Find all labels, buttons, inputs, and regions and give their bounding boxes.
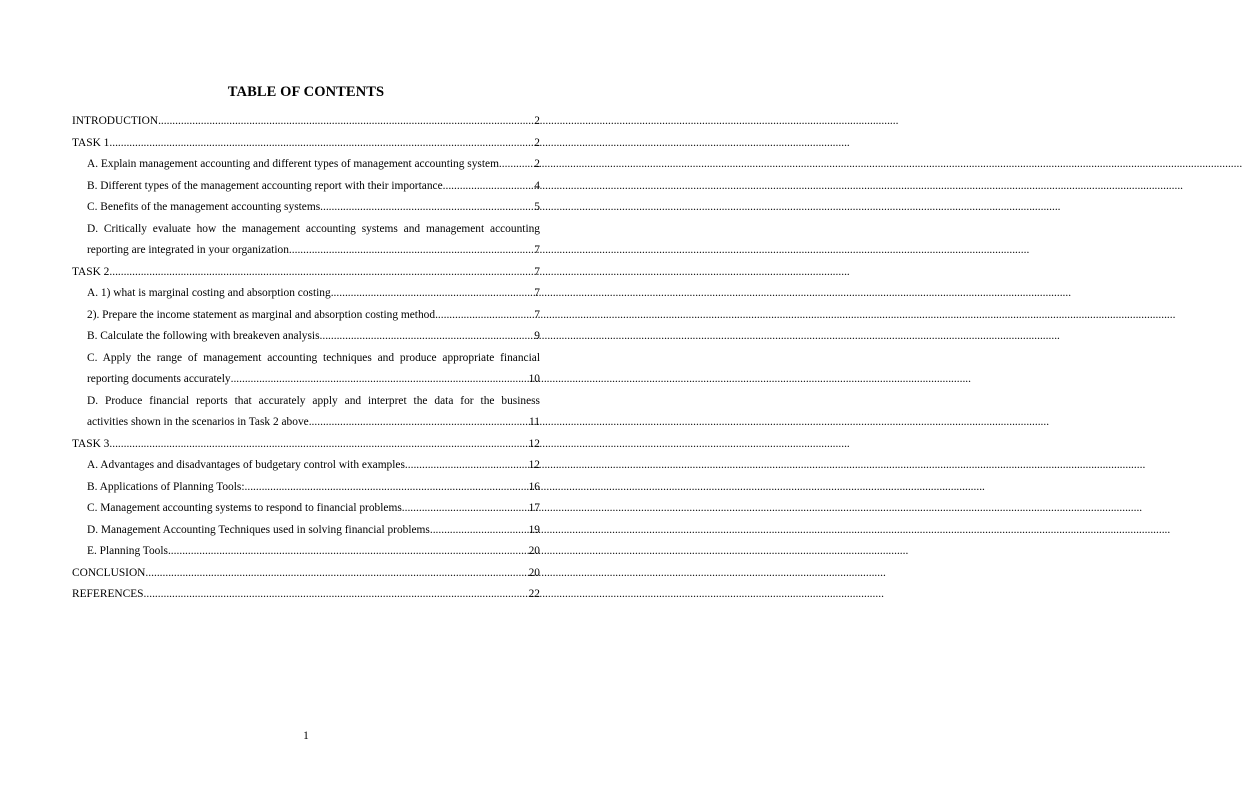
toc-page-number: 16 — [528, 480, 540, 493]
toc-entry-conclusion[interactable] — [72, 563, 540, 585]
page-number-footer: 1 — [303, 730, 309, 742]
toc-entry-text: TASK 3 — [72, 437, 110, 450]
toc-page-number: 2 — [534, 115, 540, 127]
toc-page-number: 12 — [528, 459, 540, 471]
dot-leader — [430, 520, 529, 542]
toc-entry-text-first-line: D. Critically evaluate how the management accounting systems and management accounting — [87, 222, 540, 235]
toc-page-number: 7 — [534, 308, 540, 321]
toc-entry-text: D. Management Accounting Techniques used in solving financial problems — [87, 523, 430, 536]
toc-entry-text: activities shown in the scenarios in Task 2 above — [87, 416, 309, 428]
toc-entry-text: E. Planning Tools — [87, 545, 168, 557]
toc-entry-task-3-e[interactable] — [72, 541, 540, 563]
toc-page-number: 7 — [534, 265, 540, 278]
dot-leader — [320, 326, 535, 348]
toc-entry-text: INTRODUCTION — [72, 115, 159, 127]
toc-entry-text-first-line: C. Apply the range of management accounting techniques and produce appropriate financial — [87, 351, 540, 364]
toc-entry-task-3[interactable] — [72, 434, 540, 456]
dot-leader — [502, 154, 535, 176]
toc-entry-task-1-a[interactable] — [72, 154, 540, 176]
dot-leader — [109, 133, 534, 155]
toc-title: TABLE OF CONTENTS — [227, 84, 385, 100]
dot-leader — [435, 305, 534, 327]
toc-entry-text: CONCLUSION — [72, 566, 146, 579]
toc-entry-text: REFERENCES — [72, 588, 144, 600]
dot-leader — [289, 240, 534, 262]
dot-leader — [309, 412, 529, 434]
toc-entry-task-2-d[interactable] — [72, 391, 540, 434]
dot-leader — [158, 111, 534, 133]
dot-leader — [144, 584, 529, 606]
toc-entry-task-2-b[interactable] — [72, 326, 540, 348]
toc-entry-task-1[interactable] — [72, 133, 540, 155]
toc-page-number: 22 — [528, 588, 540, 600]
toc-entry-text: reporting documents accurately — [87, 373, 231, 385]
toc-page-number: 19 — [528, 523, 540, 536]
toc-entry-task-1-c[interactable] — [72, 197, 540, 219]
dot-leader — [443, 176, 535, 198]
toc-entry-task-1-d[interactable] — [72, 219, 540, 262]
toc-entry-task-2-a[interactable] — [72, 283, 540, 305]
toc-page-number: 12 — [528, 437, 540, 450]
dot-leader — [405, 455, 529, 477]
toc-page-number: 20 — [528, 545, 540, 557]
toc-entry-task-3-b[interactable] — [72, 477, 540, 499]
toc-entry-text: A. Explain management accounting and different types of management accounting system. — [87, 158, 502, 170]
toc-entry-text: A. 1) what is marginal costing and absorption costing — [87, 287, 331, 299]
toc-page-number: 2 — [534, 136, 540, 149]
toc-entry-task-3-a[interactable] — [72, 455, 540, 477]
toc-page-number: 20 — [528, 566, 540, 579]
toc-entry-text: TASK 1 — [72, 136, 110, 149]
toc-entry-text: B. Applications of Planning Tools: — [87, 480, 245, 493]
toc-page-number: 7 — [534, 244, 540, 256]
toc-entry-task-2-a2[interactable] — [72, 305, 540, 327]
toc-page-number: 10 — [528, 373, 540, 385]
toc-entry-text: B. Different types of the management accounting report with their importance — [87, 179, 443, 192]
toc-entry-introduction[interactable] — [72, 111, 540, 133]
dot-leader — [320, 197, 534, 219]
toc-page-number: 2 — [534, 158, 540, 170]
toc-entry-references[interactable] — [72, 584, 540, 606]
toc-entry-task-2-c[interactable] — [72, 348, 540, 391]
toc-entry-text: 2). Prepare the income statement as marginal and absorption costing method — [87, 308, 436, 321]
toc-page-number: 17 — [528, 502, 540, 514]
toc-entry-text: TASK 2 — [72, 265, 110, 278]
toc-entry-text: C. Benefits of the management accounting systems — [87, 201, 321, 213]
toc-entry-text-first-line: D. Produce financial reports that accurately apply and interpret the data for the business — [87, 394, 540, 407]
toc-page-number: 4 — [534, 179, 540, 192]
dot-leader — [109, 262, 534, 284]
toc-page-number: 7 — [534, 287, 540, 299]
table-of-contents — [72, 111, 540, 606]
toc-entry-text: reporting are integrated in your organization — [87, 244, 289, 256]
document-page — [0, 0, 612, 792]
toc-entry-text: C. Management accounting systems to respond to financial problems — [87, 502, 402, 514]
dot-leader — [245, 477, 529, 499]
toc-page-number: 11 — [529, 416, 540, 428]
dot-leader — [109, 434, 528, 456]
toc-entry-text: B. Calculate the following with breakeven analysis — [87, 330, 320, 342]
toc-entry-task-3-c[interactable] — [72, 498, 540, 520]
dot-leader — [402, 498, 529, 520]
toc-entry-task-1-b[interactable] — [72, 176, 540, 198]
dot-leader — [168, 541, 529, 563]
dot-leader — [231, 369, 529, 391]
toc-page-number: 5 — [534, 201, 540, 213]
dot-leader — [145, 563, 528, 585]
toc-entry-text: A. Advantages and disadvantages of budgetary control with examples — [87, 459, 405, 471]
dot-leader — [331, 283, 535, 305]
toc-entry-task-3-d[interactable] — [72, 520, 540, 542]
toc-entry-task-2[interactable] — [72, 262, 540, 284]
toc-page-number: 9 — [534, 330, 540, 342]
